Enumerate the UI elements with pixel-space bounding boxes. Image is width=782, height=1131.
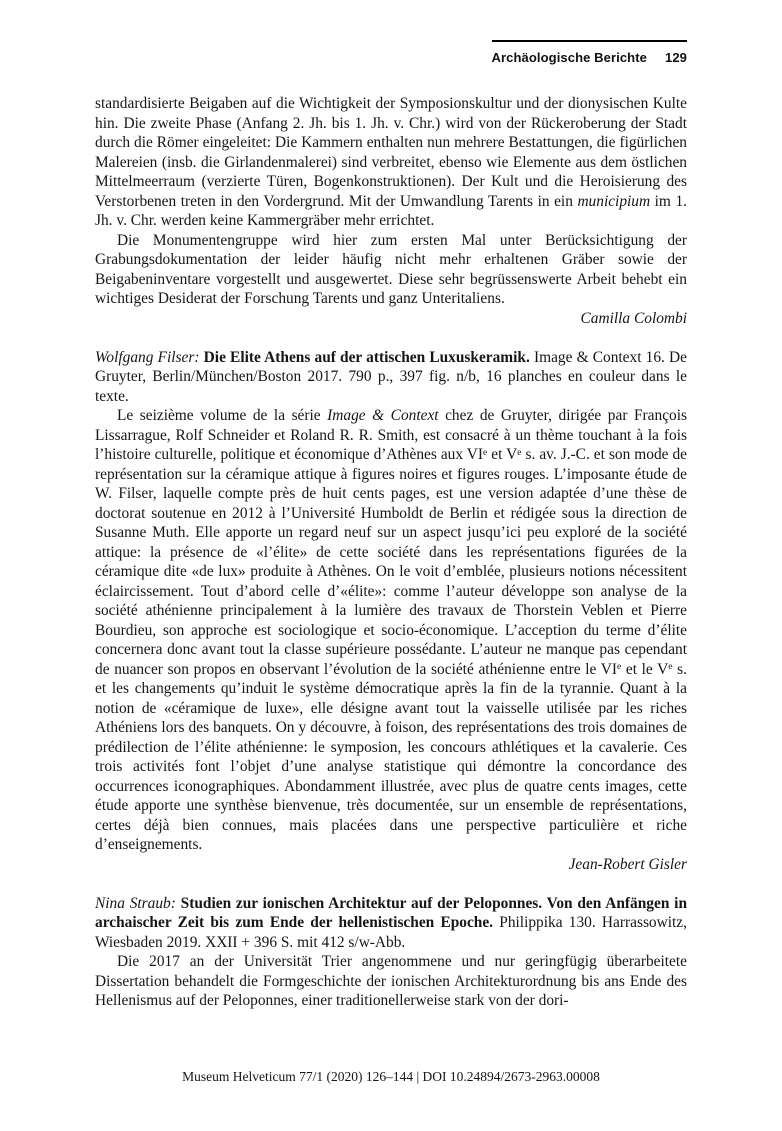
paragraph: Die Monumentengruppe wird hier zum ersten Mal unter Berücksichtigung der Grabungsdokumentation der leider häufig nicht mehr erhaltenen Gräber sowie der Beigabeninventare vorgestellt und ausgewertet. Diese sehr begrüssenswerte Arbeit behebt ein wichtiges Desiderat der Forschung Tarents und ganz Unteritaliens. xyxy=(95,231,687,307)
page-footer xyxy=(95,1069,687,1085)
page-header xyxy=(95,40,687,67)
review-author-signature: Camilla Colombi xyxy=(580,309,687,327)
page-number: 129 xyxy=(665,50,687,65)
review-heading: Wolfgang Filser: Die Elite Athens auf der attischen Luxuskeramik. Image & Context 16. De Gruyter, Berlin/München/Boston 2017. 790 p., 397 fig. n/b, 16 planches en couleur dans le texte. xyxy=(95,348,687,405)
continued-paragraph: standardisierte Beigaben auf die Wichtigkeit der Symposionskultur und der dionysischen Kulte hin. Die zweite Phase (Anfang 2. Jh. bis 1. Jh. v. Chr.) wird von der Rückeroberung der Stadt durch die Römer eingeleitet: Die Kammern enthalten nun mehrere Bestattungen, die figürlichen Malereien (insb. die Girlandenmalerei) sind verbreitet, ebenso wie Elemente aus dem östlichen Mittelmeerraum (verzierte Türen, Bogenkonstruktionen). Der Kult und die Heroisierung des Verstorbenen treten in den Vordergrund. Mit der Umwandlung Tarents in ein municipium im 1. Jh. v. Chr. werden keine Kammergräber mehr errichtet. xyxy=(95,95,687,229)
paragraph: Die 2017 an der Universität Trier angenommene und nur geringfügig überarbeitete Dissertation behandelt die Formgeschichte der ionischen Architekturordnung bis ans Ende des Hellenismus auf der Peloponnes, einer traditionellerweise stark von der dori- xyxy=(95,953,687,1009)
section-title: Archäologische Berichte xyxy=(491,50,647,65)
paragraph: Le seizième volume de la série Image & Context chez de Gruyter, dirigée par François Lissarrague, Rolf Schneider et Roland R. R. Smith, est consacré à un thème touchant à la fois l’histoire culturelle, politique et économique d’Athènes aux VIe et Ve s. av. J.-C. et son mode de représentation sur la céramique attique à figures noires et figures rouges. L’imposante étude de W. Filser, laquelle compte près de huit cents pages, est une version adaptée d’une thèse de doctorat soutenue en 2012 à l’Université Humboldt de Berlin et rédigée sous la direction de Susanne Muth. Elle apporte un regard neuf sur un aspect jusqu’ici peu exploré de la société attique: la présence de «l’élite» de cette société dans les représentations figurées de la céramique dite «de lux» produite à Athènes. On le voit d’emblée, plusieurs notions nécessitent éclaircissement. Tout d’abord celle d’«élite»: comme l’auteur développe son analyse de la société athénienne principalement à la lumière des travaux de Thorstein Veblen et Pierre Bourdieu, son approche est sociologique et socio-économique. L’acception du terme d’élite concernera donc avant tout la classe supérieure possédante. L’auteur ne manque pas cependant de nuancer son propos en observant l’évolution de la société athénienne entre le VIe et le Ve s. et les changements qu’induit le système démocratique après la fin de la tyrannie. Quant à la notion de «céramique de luxe», elle désigne avant tout la vaisselle utilisée par les riches Athéniens lors des banquets. On y découvre, à foison, des représentations des trois domaines de prédilection de l’élite athénienne: le symposion, les concours athlétiques et la cavalerie. Ces trois activités font l’objet d’une analyse statistique qui démontre la concordance des occurrences iconographiques. Abondamment illustrée, avec plus de quatre cents images, cette étude apporte une synthèse bienvenue, très documentée, sur un ensemble de représentations, certes déjà bien connues, mais placées dans une perspective particulière et riche d’enseignements. xyxy=(95,407,688,853)
page-body xyxy=(95,94,687,1011)
review-heading: Nina Straub: Studien zur ionischen Architektur auf der Peloponnes. Von den Anfängen in archaischer Zeit bis zum Ende der hellenistischen Epoche. Philippika 130. Harrassowitz, Wiesbaden 2019. XXII + 396 S. mit 412 s/w-Abb. xyxy=(95,894,687,951)
review-author-signature: Jean-Robert Gisler xyxy=(568,855,687,873)
running-head xyxy=(492,40,687,67)
footer-citation: Museum Helveticum 77/1 (2020) 126–144 | DOI 10.24894/2673-2963.00008 xyxy=(182,1069,600,1084)
